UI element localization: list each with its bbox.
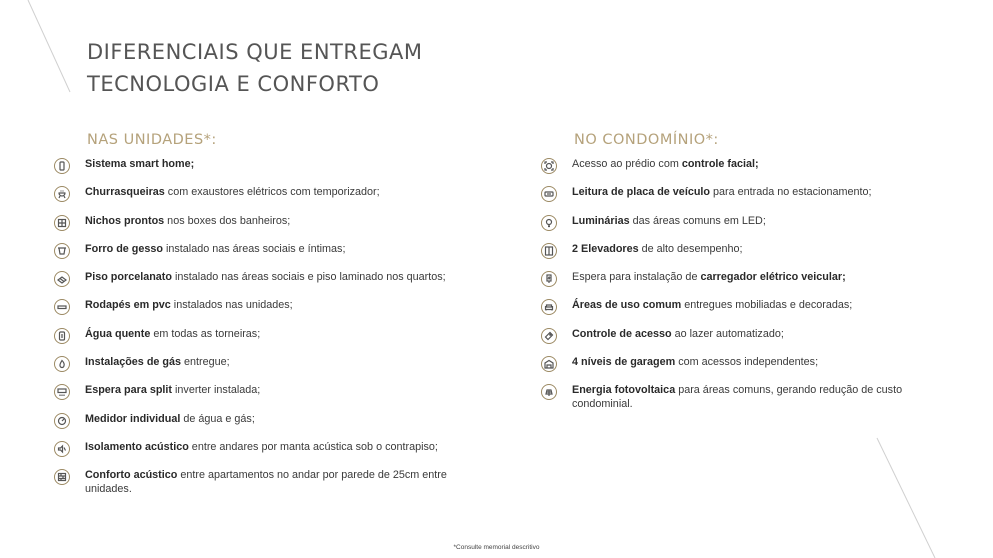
feature-highlight: Churrasqueiras [85,186,165,199]
feature-text-detail: de água e gás; [180,412,255,425]
page-title [87,36,422,100]
feature-text-prefix: Acesso ao prédio com [572,158,682,170]
feature-item [54,185,494,213]
feature-item [54,355,494,383]
feature-highlight: Piso porcelanato [85,271,172,284]
feature-highlight: Instalações de gás [85,356,182,369]
feature-item [541,298,921,326]
feature-item [541,355,921,383]
feature-text-detail: em todas as torneiras; [150,327,261,340]
feature-highlight: Espera para split [85,384,173,397]
feature-text [572,214,766,228]
feature-highlight: Leitura de placa de veículo [572,186,711,199]
ev-charger-icon [541,271,557,287]
feature-item [541,214,921,242]
light-bulb-icon [541,215,557,231]
feature-item [54,242,494,270]
condo-heading: NO CONDOMÍNIO*: [574,132,719,148]
units-section [54,130,494,497]
gas-flame-icon [54,356,70,372]
feature-highlight: Água quente [85,327,151,340]
feature-text-detail: entregue; [181,356,230,369]
feature-text [572,355,818,369]
elevator-icon [541,243,557,259]
solar-panel-icon [541,384,557,400]
units-heading: NAS UNIDADES*: [87,132,217,148]
feature-item [54,383,494,411]
feature-highlight: 2 Elevadores [572,242,639,255]
feature-text-detail: instalado nas áreas sociais e íntimas; [163,242,346,255]
feature-text-detail: nos boxes dos banheiros; [164,214,291,227]
feature-text [572,383,921,411]
feature-item [54,270,494,298]
air-conditioner-icon [54,384,70,400]
baseboard-icon [54,299,70,315]
feature-text [85,383,260,397]
feature-item [54,440,494,468]
feature-text [85,412,255,426]
feature-highlight: Forro de gesso [85,242,163,255]
floor-tiles-icon [54,271,70,287]
wall-insulation-icon [54,469,70,485]
units-feature-list [54,157,494,497]
page-title-line-2: TECNOLOGIA E CONFORTO [87,72,380,96]
feature-text-detail: de alto desempenho; [638,242,743,255]
feature-text-detail: instalado nas áreas sociais e piso laminado nos quartos; [172,271,446,284]
feature-highlight: Isolamento acústico [85,440,189,453]
feature-text [572,185,871,199]
feature-text-detail: ao lazer automatizado; [671,327,784,340]
feature-highlight: Medidor individual [85,412,181,425]
feature-text [572,157,759,171]
feature-item [541,157,921,185]
feature-text [572,242,742,256]
feature-text-detail: para áreas comuns, gerando redução de custo condominial. [572,384,903,411]
feature-text [85,270,446,284]
face-recognition-icon [541,158,557,174]
feature-highlight: Luminárias [572,214,630,227]
feature-text [572,298,852,312]
feature-text [85,185,380,199]
feature-text-detail: inverter instalada; [172,384,261,397]
feature-text [85,440,438,454]
feature-highlight: Áreas de uso comum [572,299,682,312]
condo-feature-list [541,157,921,412]
meter-gauge-icon [54,413,70,429]
feature-text [85,214,290,228]
feature-text-detail: entre andares por manta acústica sob o contrapiso; [188,440,438,453]
feature-text [85,242,345,256]
license-plate-camera-icon [541,186,557,202]
feature-text [85,298,293,312]
feature-text-detail: entre apartamentos no andar por parede de 25cm entre unidades. [85,469,447,496]
feature-text-detail: instalados nas unidades; [170,299,293,312]
feature-item [541,270,921,298]
feature-text [85,468,494,496]
feature-text-detail: com exaustores elétricos com temporizador; [164,186,380,199]
feature-item [54,157,494,185]
feature-text [85,355,230,369]
feature-highlight: Energia fotovoltaica [572,384,676,397]
water-heater-icon [54,328,70,344]
feature-text-detail: com acessos independentes; [675,356,819,369]
sound-insulation-icon [54,441,70,457]
feature-text [572,270,846,284]
feature-highlight: controle facial; [681,158,759,170]
access-tag-icon [541,328,557,344]
feature-highlight: Nichos prontos [85,214,165,227]
feature-item [54,298,494,326]
feature-text-detail: das áreas comuns em LED; [629,214,766,227]
feature-highlight: 4 níveis de garagem [572,356,676,369]
feature-item [54,214,494,242]
feature-item [541,185,921,213]
feature-item [541,242,921,270]
condo-section [541,130,921,412]
shelf-niche-icon [54,215,70,231]
sofa-icon [541,299,557,315]
feature-highlight: Sistema smart home; [85,158,195,170]
garage-icon [541,356,557,372]
feature-highlight: Controle de acesso [572,327,672,340]
feature-text-detail: para entrada no estacionamento; [710,186,872,199]
decorative-line-bottom-right [860,430,950,558]
feature-text [572,327,784,341]
footnote: *Consulte memorial descritivo [453,544,540,551]
feature-item [54,468,494,496]
feature-highlight: Conforto acústico [85,469,178,482]
feature-highlight: Rodapés em pvc [85,299,171,312]
decorative-line-top-left [0,0,80,100]
ceiling-icon [54,243,70,259]
grill-icon [54,186,70,202]
feature-text-prefix: Espera para instalação de [572,271,701,284]
feature-item [54,412,494,440]
feature-text [85,157,194,171]
feature-item [54,327,494,355]
smartphone-icon [54,158,70,174]
page-title-line-1: DIFERENCIAIS QUE ENTREGAM [87,40,423,64]
feature-item [541,383,921,411]
feature-highlight: carregador elétrico veicular; [700,271,846,284]
feature-text-detail: entregues mobiliadas e decoradas; [681,299,853,312]
feature-item [541,327,921,355]
feature-text [85,327,260,341]
